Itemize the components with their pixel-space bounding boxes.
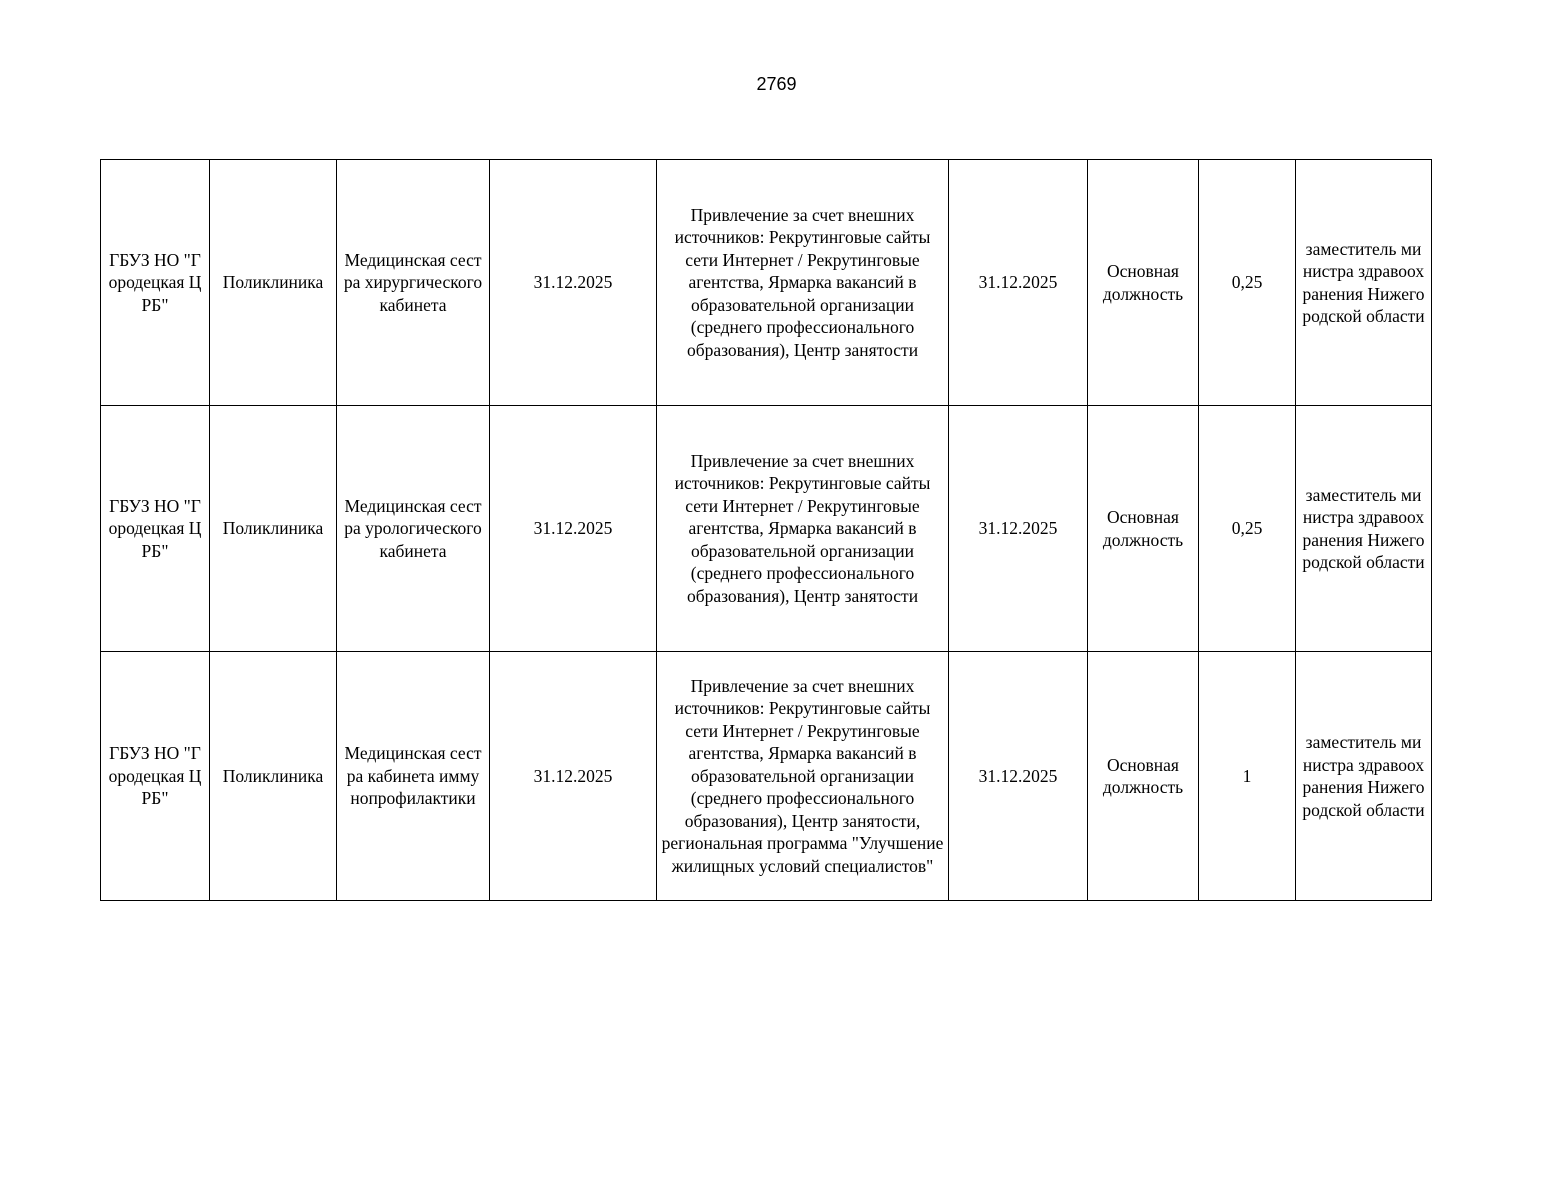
cell-measures: Привлечение за счет внешних источников: Рекрутинговые сайты сети Интернет / Рекрутинговые агентства, Ярмарка вакансий в образовательной организации (среднего профессионального образования), Центр занятости: [657, 406, 949, 652]
table-row: [101, 160, 1432, 406]
cell-responsible: заместитель министра здравоохранения Нижегородской области: [1296, 406, 1432, 652]
cell-measures: Привлечение за счет внешних источников: Рекрутинговые сайты сети Интернет / Рекрутинговые агентства, Ярмарка вакансий в образовательной организации (среднего профессионального образования), Центр занятости, региональная программа "Улучшение жилищных условий специалистов": [657, 652, 949, 901]
cell-rate: 0,25: [1199, 406, 1296, 652]
cell-organization: ГБУЗ НО "Городецкая ЦРБ": [101, 652, 210, 901]
cell-responsible: заместитель министра здравоохранения Нижегородской области: [1296, 652, 1432, 901]
cell-rate: 0,25: [1199, 160, 1296, 406]
cell-position-type: Основная должность: [1088, 160, 1199, 406]
cell-date-2: 31.12.2025: [949, 160, 1088, 406]
cell-department: Поликлиника: [210, 406, 337, 652]
cell-date-1: 31.12.2025: [490, 406, 657, 652]
cell-date-1: 31.12.2025: [490, 160, 657, 406]
cell-organization: ГБУЗ НО "Городецкая ЦРБ": [101, 406, 210, 652]
cell-date-2: 31.12.2025: [949, 406, 1088, 652]
cell-position: Медицинская сестра кабинета иммунопрофилактики: [337, 652, 490, 901]
table-row: [101, 406, 1432, 652]
cell-rate: 1: [1199, 652, 1296, 901]
cell-department: Поликлиника: [210, 652, 337, 901]
cell-position-type: Основная должность: [1088, 652, 1199, 901]
cell-date-1: 31.12.2025: [490, 652, 657, 901]
table-row: [101, 652, 1432, 901]
cell-position-type: Основная должность: [1088, 406, 1199, 652]
cell-department: Поликлиника: [210, 160, 337, 406]
vacancy-table: [100, 159, 1432, 901]
cell-position: Медицинская сестра урологического кабинета: [337, 406, 490, 652]
cell-position: Медицинская сестра хирургического кабинета: [337, 160, 490, 406]
cell-date-2: 31.12.2025: [949, 652, 1088, 901]
cell-responsible: заместитель министра здравоохранения Нижегородской области: [1296, 160, 1432, 406]
cell-measures: Привлечение за счет внешних источников: Рекрутинговые сайты сети Интернет / Рекрутинговые агентства, Ярмарка вакансий в образовательной организации (среднего профессионального образования), Центр занятости: [657, 160, 949, 406]
cell-organization: ГБУЗ НО "Городецкая ЦРБ": [101, 160, 210, 406]
page-number: 2769: [756, 74, 797, 94]
